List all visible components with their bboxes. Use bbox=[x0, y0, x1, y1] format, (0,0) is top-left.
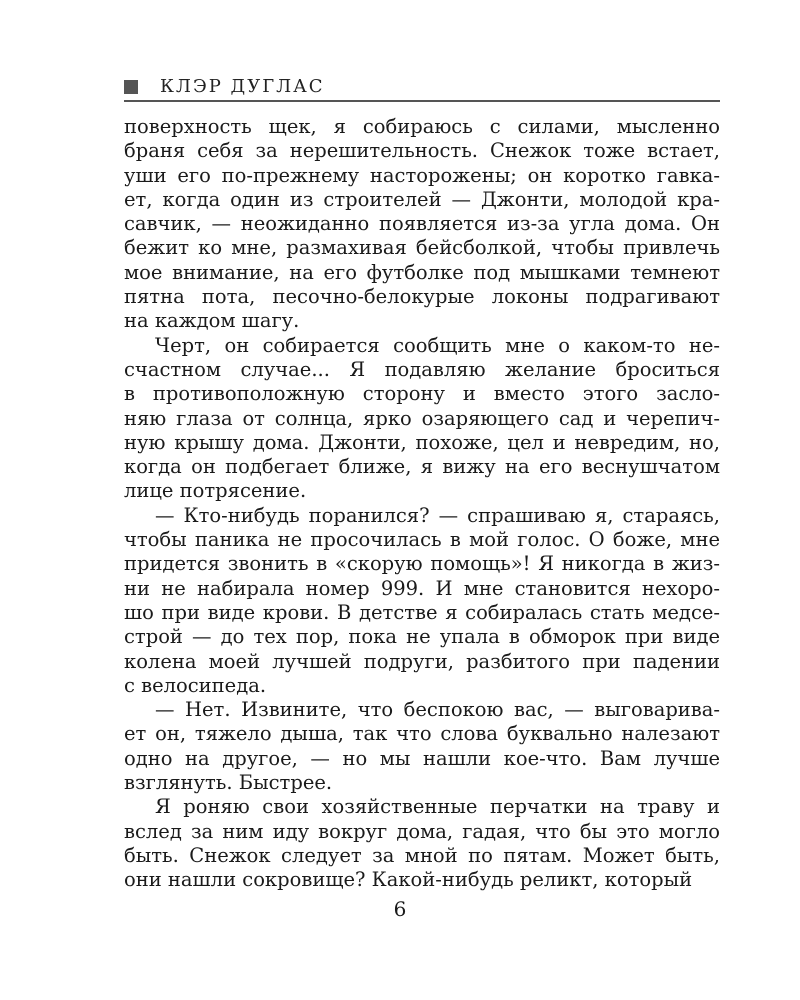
text-line: чтобы паника не просочилась в мой голос. О боже, мне bbox=[124, 528, 720, 552]
page-number: 6 bbox=[393, 897, 407, 921]
text-line: когда он подбегает ближе, я вижу на его веснушчатом bbox=[124, 455, 720, 479]
text-line: мое внимание, на его футболке под мышками темнеют bbox=[124, 260, 720, 284]
text-line: ную крышу дома. Джонти, похоже, цел и невредим, но, bbox=[124, 430, 720, 454]
text-line: взглянуть. Быстрее. bbox=[124, 771, 333, 795]
text-line: быть. Снежок следует за мной по пятам. Может быть, bbox=[124, 843, 720, 867]
text-line: браня себя за нерешительность. Снежок тоже встает, bbox=[124, 139, 720, 163]
paragraph bbox=[124, 334, 720, 504]
paragraph bbox=[124, 795, 720, 892]
text-line: бежит ко мне, размахивая бейсболкой, чтобы привлечь bbox=[124, 236, 720, 260]
text-line: они нашли сокровище? Какой-нибудь реликт, который bbox=[124, 868, 693, 892]
text-line: в противоположную сторону и вместо этого засло- bbox=[124, 382, 720, 406]
text-line: Черт, он собирается сообщить мне о каком-то не- bbox=[155, 333, 720, 357]
paragraph bbox=[124, 115, 720, 334]
paragraph bbox=[124, 504, 720, 698]
header-square-mark bbox=[124, 80, 138, 94]
running-header bbox=[124, 76, 720, 102]
text-line: шо при виде крови. В детстве я собиралась стать медсе- bbox=[124, 600, 720, 624]
text-line: придется звонить в «скорую помощь»! Я никогда в жиз- bbox=[124, 552, 720, 576]
text-line: одно на другое, — но мы нашли кое-что. Вам лучше bbox=[124, 746, 720, 770]
text-line: савчик, — неожиданно появляется из-за угла дома. Он bbox=[124, 212, 720, 236]
text-line: няю глаза от солнца, ярко озаряющего сад и черепич- bbox=[124, 406, 720, 430]
paragraph bbox=[124, 698, 720, 795]
header-author-name: КЛЭР ДУГЛАС bbox=[160, 76, 325, 97]
text-line: на каждом шагу. bbox=[124, 309, 300, 333]
text-line: с велосипеда. bbox=[124, 673, 267, 697]
text-line: пятна пота, песочно-белокурые локоны подрагивают bbox=[124, 285, 720, 309]
text-line: строй — до тех пор, пока не упала в обморок при виде bbox=[124, 625, 720, 649]
text-line: счастном случае... Я подавляю желание броситься bbox=[124, 357, 720, 381]
text-line: Я роняю свои хозяйственные перчатки на траву и bbox=[155, 795, 720, 819]
text-line: колена моей лучшей подруги, разбитого при падении bbox=[124, 649, 720, 673]
text-line: уши его по-прежнему насторожены; он коротко гавка- bbox=[124, 163, 720, 187]
text-line: — Кто-нибудь поранился? — спрашиваю я, стараясь, bbox=[155, 503, 720, 527]
text-line: ни не набирала номер 999. И мне становится нехоро- bbox=[124, 576, 720, 600]
text-line: лице потрясение. bbox=[124, 479, 307, 503]
text-line: — Нет. Извините, что беспокою вас, — выговарива- bbox=[155, 698, 720, 722]
text-line: ет, когда один из строителей — Джонти, молодой кра- bbox=[124, 187, 720, 211]
text-line: вслед за ним иду вокруг дома, гадая, что бы это могло bbox=[124, 819, 720, 843]
text-line: поверхность щек, я собираюсь с силами, мысленно bbox=[124, 115, 720, 138]
body-text bbox=[124, 115, 720, 893]
text-line: ет он, тяжело дыша, так что слова буквально налезают bbox=[124, 722, 720, 746]
